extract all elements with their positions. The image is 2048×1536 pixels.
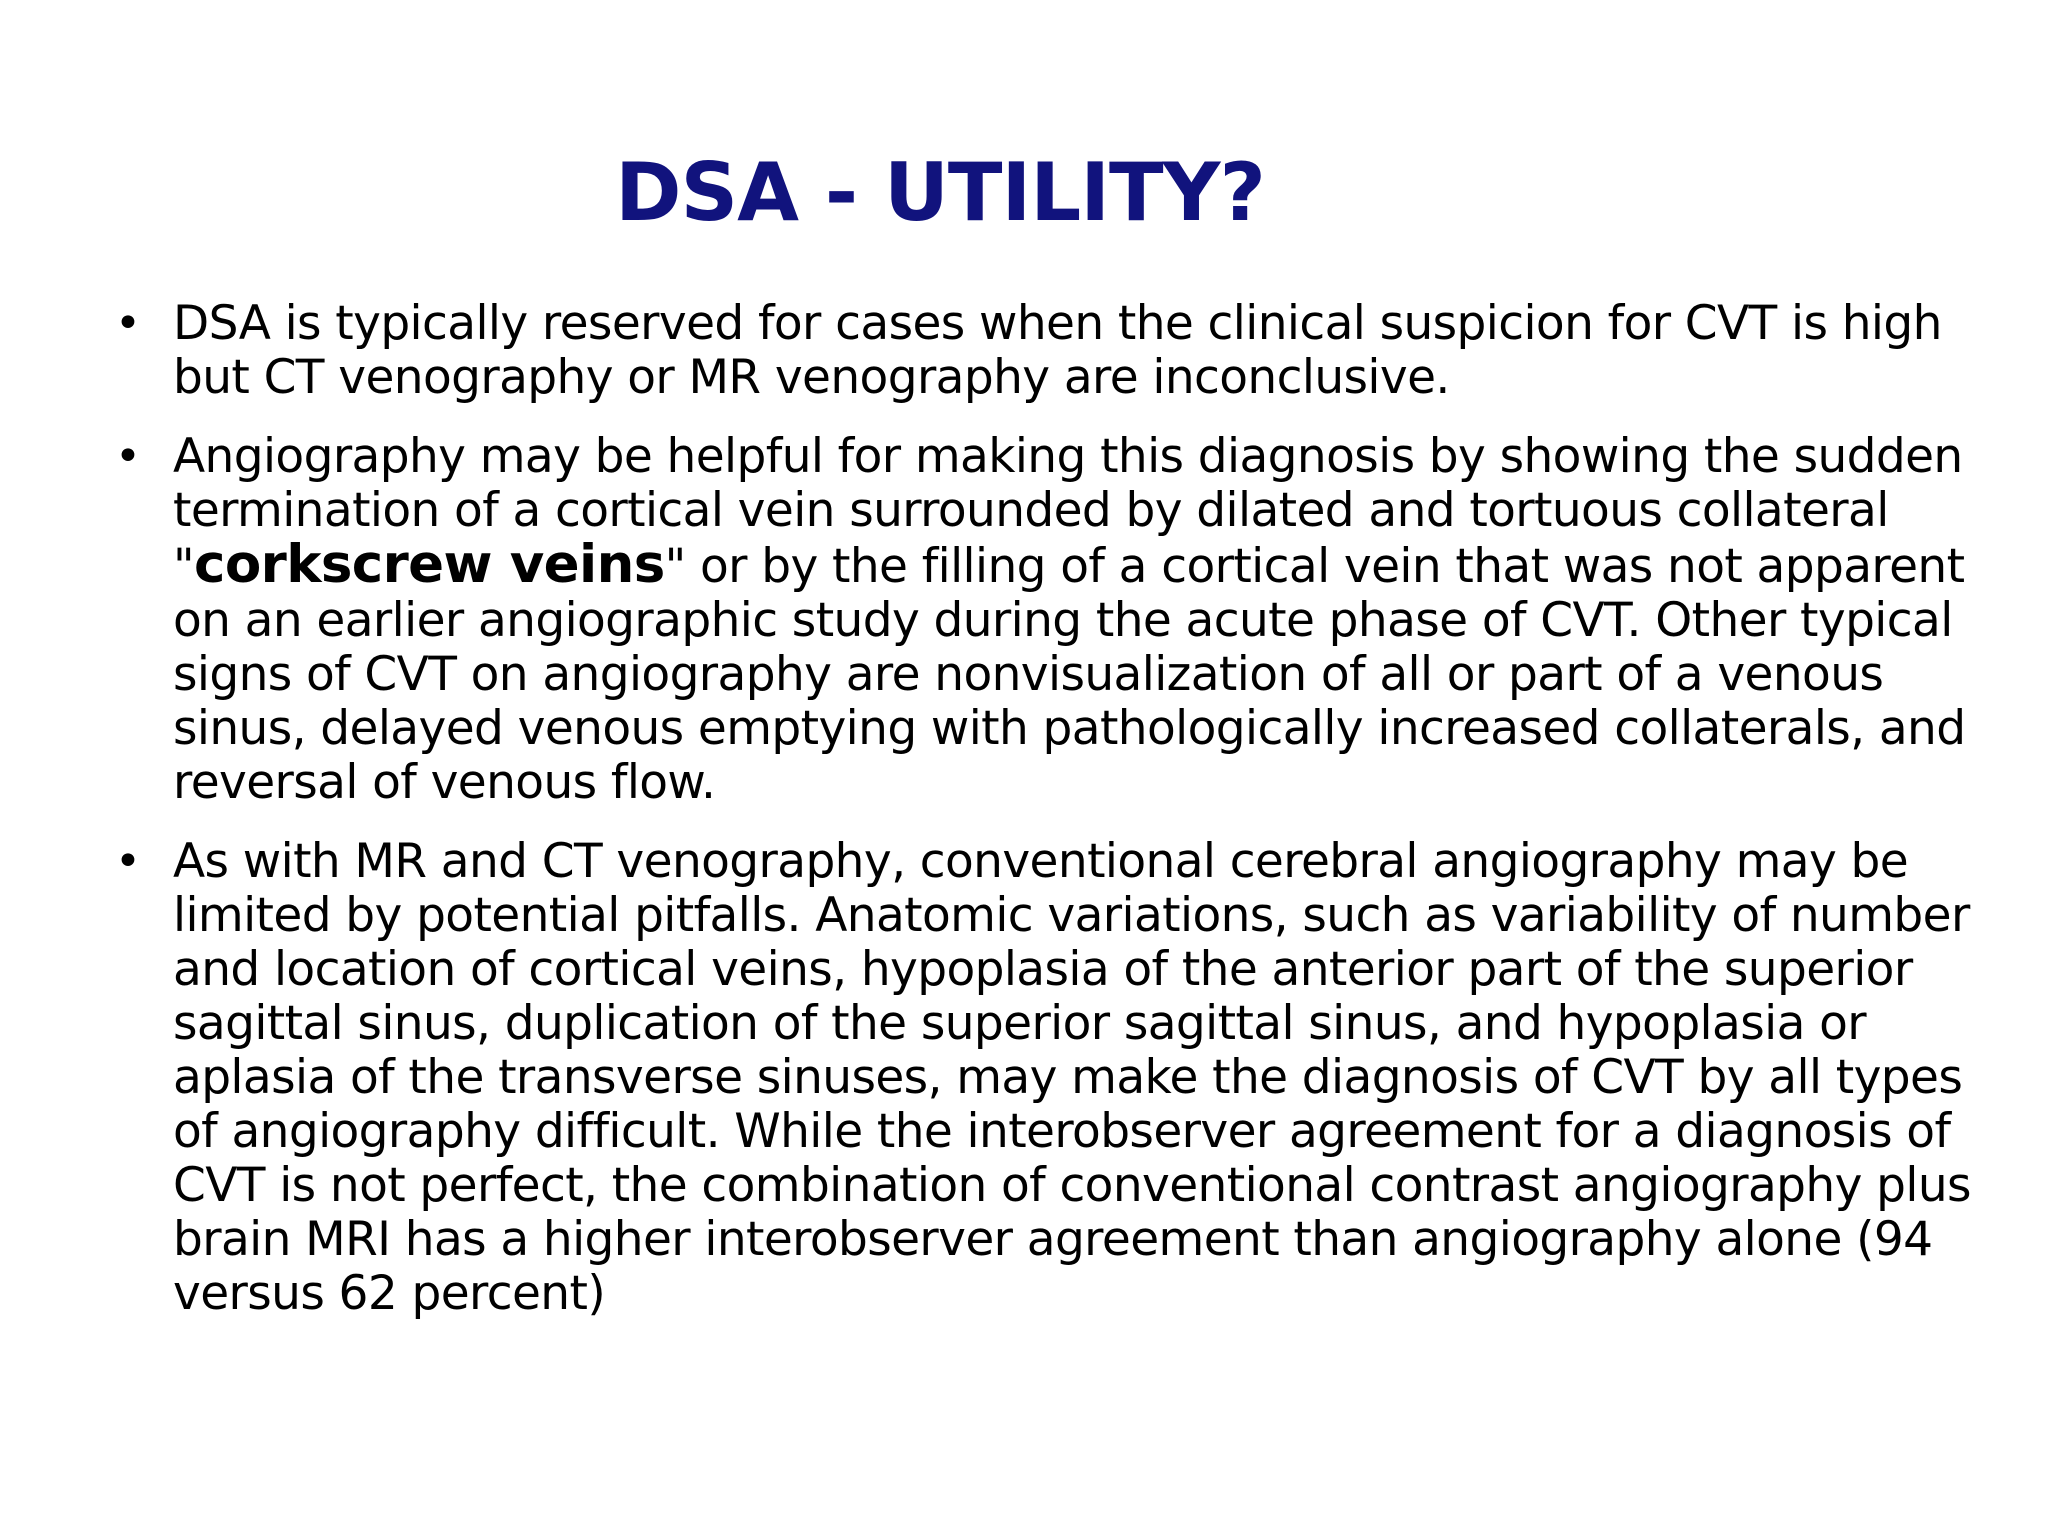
bullet-list <box>115 297 1995 1321</box>
bullet-item-2 <box>115 430 1995 810</box>
bullet-marker: • <box>115 431 141 482</box>
bullet-item-1 <box>115 297 1995 405</box>
bullet-marker: • <box>115 298 141 349</box>
bullet-text-before: Angiography may be helpful for making this diagnosis by showing the sudden termination of a cortical vein surrounded by dilated and tortuous collateral " <box>173 429 1963 594</box>
emphasis-text: corkscrew veins <box>194 534 665 595</box>
bullet-text: DSA is typically reserved for cases when the clinical suspicion for CVT is high but CT venography or MR venography are inconclusive. <box>173 296 1942 405</box>
bullet-marker: • <box>115 836 141 887</box>
bullet-item-3 <box>115 835 1995 1321</box>
bullet-text: As with MR and CT venography, conventional cerebral angiography may be limited by potential pitfalls. Anatomic variations, such as variability of number and location of cortical veins, hypoplasia of the anterior part of the superior sagittal sinus, duplication of the superior sagittal sinus, and hypoplasia or aplasia of the transverse sinuses, may make the diagnosis of CVT by all types of angiography difficult. While the interobserver agreement for a diagnosis of CVT is not perfect, the combination of conventional contrast angiography plus brain MRI has a higher interobserver agreement than angiography alone (94 versus 62 percent) <box>173 834 1971 1321</box>
bullet-text-after: " or by the filling of a cortical vein that was not apparent on an earlier angiographic study during the acute phase of CVT. Other typical signs of CVT on angiography are nonvisualization of all or part of a venous sinus, delayed venous emptying with pathologically increased collaterals, and reversal of venous flow. <box>173 539 1966 810</box>
slide-title: DSA - UTILITY? <box>615 146 1265 239</box>
